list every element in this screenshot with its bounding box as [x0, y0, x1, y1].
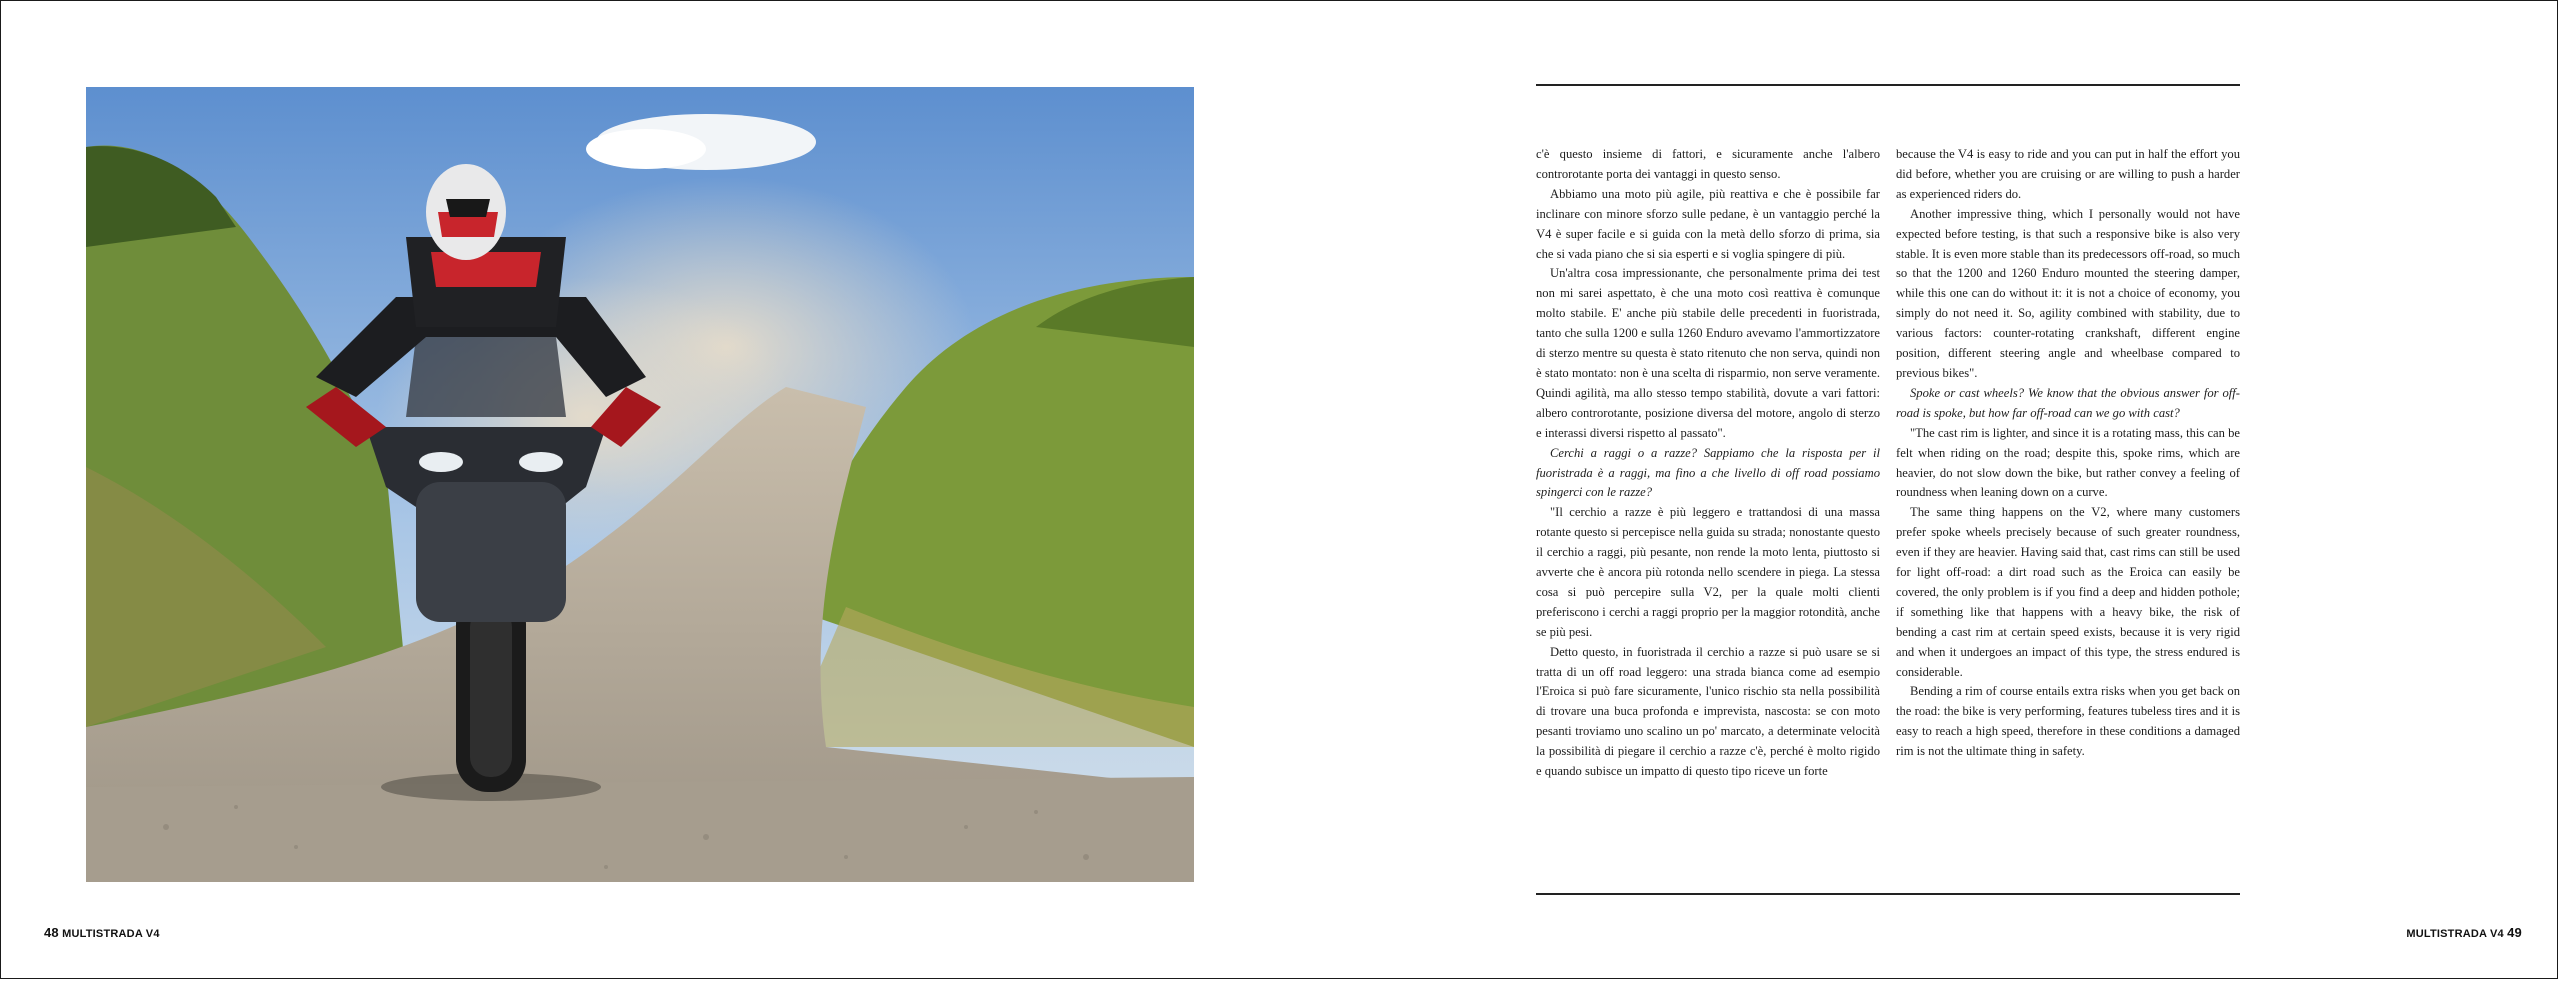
article-columns [1536, 145, 2240, 845]
folio-title: MULTISTRADA V4 [62, 928, 160, 940]
article-paragraph: Un'altra cosa impressionante, che personalmente prima dei test non mi sarei aspettato, è che una moto così reattiva è comunque molto stabile. E' anche più stabile delle precedenti in fuoristrada, tanto che sulla 1200 e sulla 1260 Enduro avevamo l'ammortizzatore di sterzo mentre su questa è stato ritenuto che non serva, quindi non è stato montato: non è una scelta di risparmio, non serve veramente. Quindi agilità, ma allo stesso tempo stabilità, dovute a vari fattori: albero controrotante, posizione diversa del motore, angolo di sterzo e interassi diversi rispetto al passato". [1536, 266, 1880, 440]
interview-question: Spoke or cast wheels? We know that the obvious answer for off-road is spoke, but how far off-road can we go with cast? [1896, 385, 2240, 420]
article-paragraph: Bending a rim of course entails extra risks when you get back on the road: the bike is very performing, features tubeless tires and it is easy to reach a high speed, therefore in these conditions a damaged rim is not the ultimate thing in safety. [1896, 684, 2240, 759]
article-paragraph: Detto questo, in fuoristrada il cerchio a razze si può usare se si tratta di un off road leggero: una strada bianca come ad esempio l'Eroica si può fare sicuramente, l'unico rischio sta nella possibilità di trovare una buca profonda e imprevista, nascosta: se con moto pesanti troviamo uno scalino un po' marcato, a determinate velocità la possibilità di piegare il cerchio a razze c'è, perché è molto rigido e quando subisce un impatto di questo tipo riceve un forte [1536, 644, 1880, 779]
article-paragraph: c'è questo insieme di fattori, e sicuramente anche l'albero controrotante porta dei vantaggi in questo senso. [1536, 147, 1880, 181]
article-paragraph: The same thing happens on the V2, where many customers prefer spoke wheels precisely because of such greater roundness, even if they are heavier. Having said that, cast rims can still be used for light off-road: a dirt road such as the Eroica can easily be covered, the only problem is if you find a deep and hidden pothole; if something like that happens with a heavy bike, the risk of bending a cast rim at certain speed exists, because it is very rigid and when it undergoes an impact of this type, the stress endured is considerable. [1896, 505, 2240, 679]
article-paragraph: "Il cerchio a razze è più leggero e trattandosi di una massa rotante questo si percepisce nella guida su strada; nonostante questo il cerchio a raggi, più pesante, non rende la moto lenta, piuttosto si avverte che è ancora più rotonda nello scendere in piega. La stessa cosa si può percepire sulla V2, per la quale molti clienti preferiscono i cerchi a raggi proprio per la maggior rotondità, anche se più pesi. [1536, 505, 1880, 639]
motorcycle-photo [86, 87, 1194, 882]
article-paragraph: because the V4 is easy to ride and you can put in half the effort you did before, whether you are cruising or are willing to push a harder as experienced riders do. [1896, 147, 2240, 201]
folio-title: MULTISTRADA V4 [2406, 928, 2504, 940]
italian-column [1536, 145, 1880, 845]
bottom-rule [1536, 893, 2240, 895]
article-paragraph: Another impressive thing, which I personally would not have expected before testing, is that such a responsive bike is also very stable. It is even more stable than its predecessors off-road, so much so that the 1200 and 1260 Enduro mounted the steering damper, while this one can do without it: it is not a choice of economy, you simply do not need it. So, agility combined with stability, due to various factors: counter-rotating crankshaft, different engine position, different steering angle and wheelbase compared to previous bikes". [1896, 206, 2240, 380]
page-number: 48 [44, 925, 59, 940]
page-folio-right [2406, 925, 2522, 940]
page-folio-left [44, 925, 160, 940]
interview-question: Cerchi a raggi o a razze? Sappiamo che la risposta per il fuoristrada è a raggi, ma fino a che livello di off road possiamo spingerci con le razze? [1536, 445, 1880, 500]
article-paragraph: "The cast rim is lighter, and since it is a rotating mass, this can be felt when riding on the road; despite this, spoke rims, which are heavier, do not slow down the bike, but rather convey a feeling of roundness when leaning down on a curve. [1896, 425, 2240, 500]
page-number: 49 [2507, 925, 2522, 940]
right-page [1280, 0, 2560, 981]
article-paragraph: Abbiamo una moto più agile, più reattiva e che è possibile far inclinare con minore sforzo sulle pedane, è un vantaggio perché la V4 è super facile e si guida con la metà dello sforzo di prima, sia che si vada piano che si sia esperti e si voglia spingere di più. [1536, 186, 1880, 261]
top-rule [1536, 84, 2240, 86]
english-column [1896, 145, 2240, 845]
